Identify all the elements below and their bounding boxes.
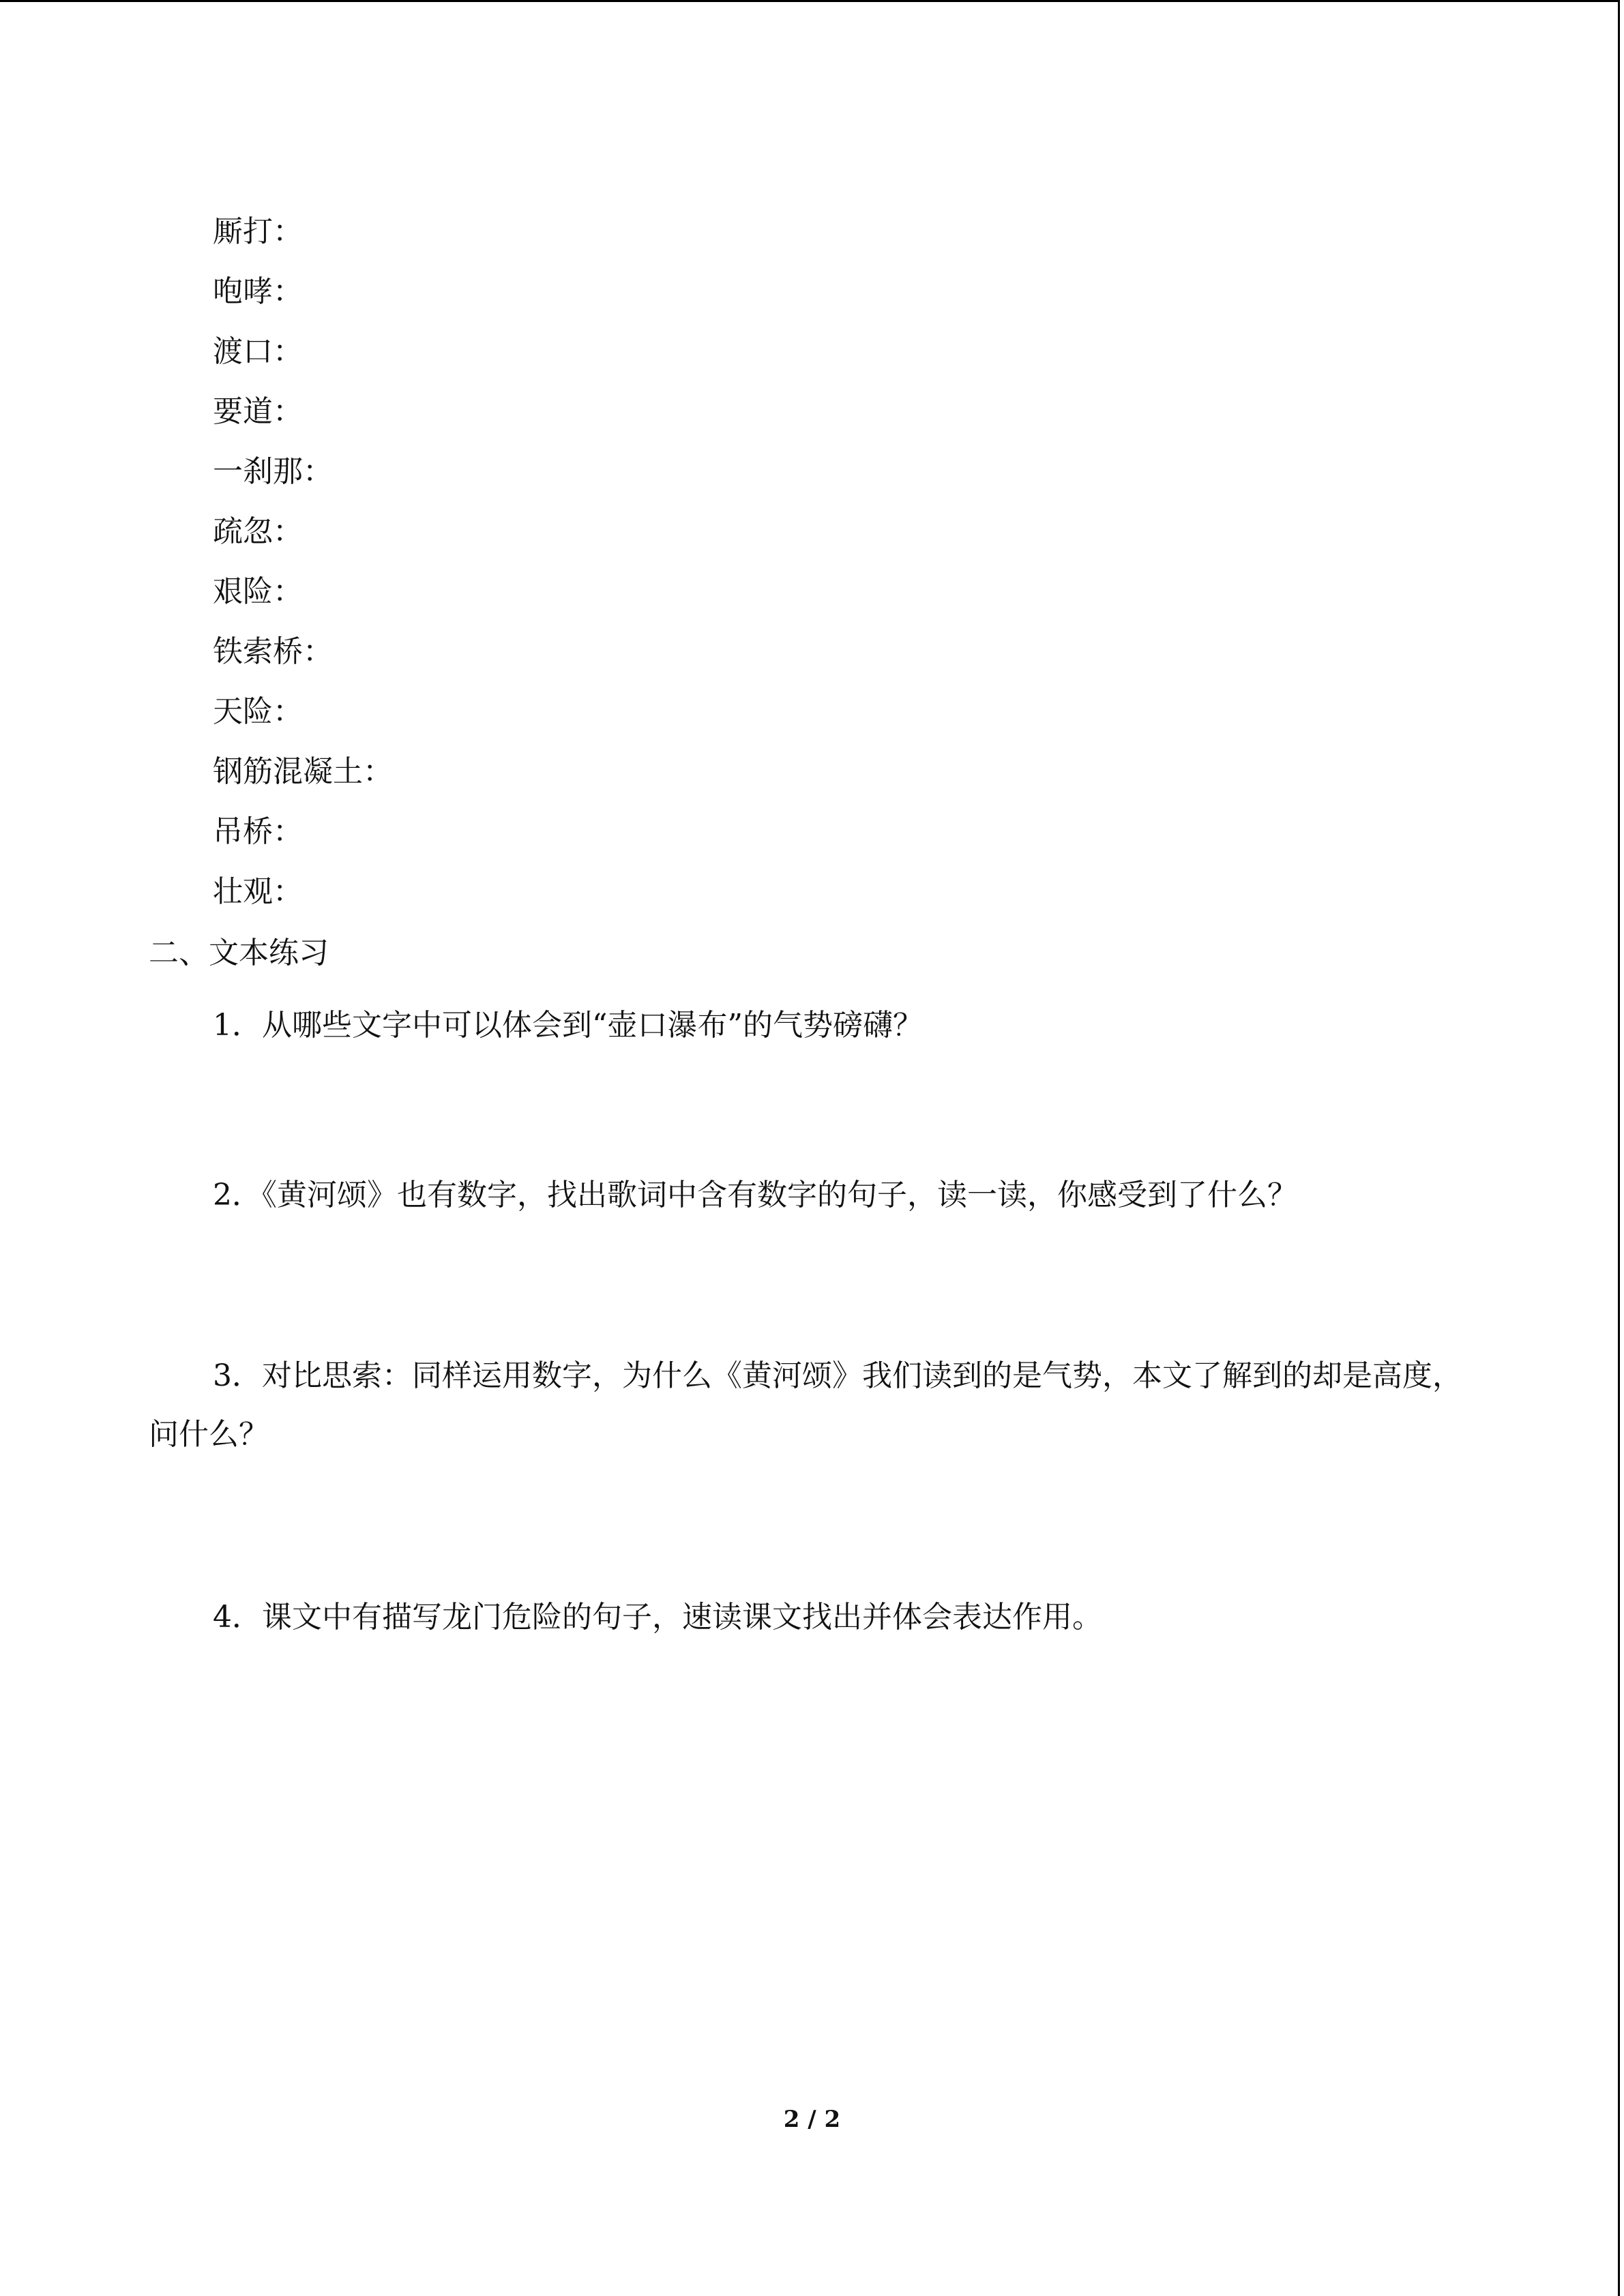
vocab-item: 天险： <box>213 694 303 729</box>
vocab-item: 壮观： <box>213 874 303 909</box>
vocab-item: 艰险： <box>213 574 303 609</box>
vocab-item: 钢筋混凝土： <box>213 754 393 789</box>
vocab-item: 疏忽： <box>213 514 303 549</box>
vocab-item: 厮打： <box>213 214 303 249</box>
page-number: 2 / 2 <box>783 2106 841 2133</box>
question-4: 4．课文中有描写龙门危险的句子，速读课文找出并体会表达作用。 <box>213 1600 1102 1635</box>
question-2: 2．《黄河颂》也有数字，找出歌词中含有数字的句子，读一读，你感受到了什么？ <box>213 1178 1297 1212</box>
vocab-item: 渡口： <box>213 334 303 369</box>
question-1: 1．从哪些文字中可以体会到“壶口瀑布”的气势磅礴？ <box>213 1008 923 1043</box>
vocab-item: 铁索桥： <box>213 634 333 669</box>
vocab-list <box>213 211 393 931</box>
vocab-item: 一刹那： <box>213 454 333 489</box>
vocab-item: 咆哮： <box>213 274 303 309</box>
question-3: 3．对比思索：同样运用数字，为什么《黄河颂》我们读到的是气势，本文了解到的却是高度，问什么？ <box>149 1358 1462 1452</box>
vocab-item: 吊桥： <box>213 814 303 849</box>
vocab-item: 要道： <box>213 394 303 429</box>
section-heading: 二、文本练习 <box>149 936 329 970</box>
